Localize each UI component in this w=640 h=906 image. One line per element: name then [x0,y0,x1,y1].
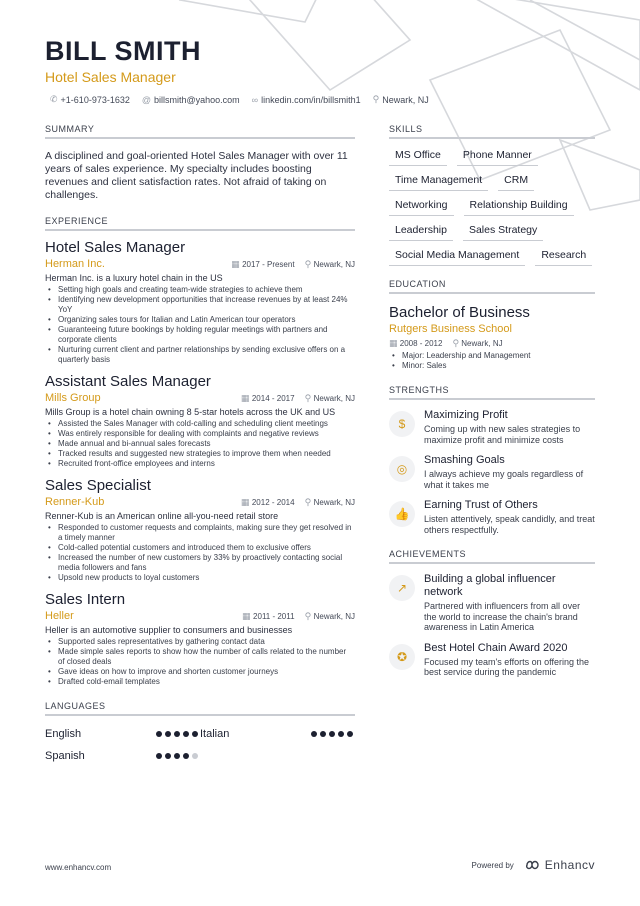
education-dates [389,338,442,349]
school-name: Rutgers Business School [389,323,512,335]
bullet-item: • Cold-called potential customers and introduced them to exclusive offers [45,543,355,553]
education-bullet: • Major: Leadership and Management [389,351,595,361]
job-meta [45,392,355,404]
skills-heading: SKILLS [389,124,595,139]
proficiency-dot [329,731,335,737]
job-dates [231,259,295,270]
linkedin-text: linkedin.com/in/billsmith1 [261,94,361,105]
proficiency-dots [156,753,198,759]
experience-entry [45,591,355,687]
education-bullets [389,351,595,371]
strengths-list [389,409,595,535]
achievements-item [389,573,595,633]
languages-list [45,728,355,762]
proficiency-dot [183,753,189,759]
strengths-description: I always achieve my goals regardless of what it takes me [424,469,584,490]
education-location-text: Newark, NJ [461,339,503,348]
location-pin-icon: ⚲ [304,258,314,269]
job-location [305,259,355,270]
bullet-item: • Responded to customer requests and complaints, making sure they get resolved in a timely manner [45,523,355,543]
education-heading: EDUCATION [389,279,595,294]
skill-tag: Research [535,247,592,266]
location-pin-icon: ⚲ [304,496,314,507]
achievements-description: Partnered with influencers from all over the world to increase the chain's brand awareness in Latin America [424,601,581,632]
bullet-item: • Organizing sales tours for Italian and Latin American tour operators [45,315,355,325]
target-icon: ◎ [389,456,415,482]
job-description: Renner-Kub is an American online all-you-need retail store [45,511,279,521]
calendar-icon: ▦ [240,392,252,403]
location-pin-icon: ⚲ [304,392,314,403]
achievements-item [389,642,595,678]
proficiency-dot [347,731,353,737]
language-item [45,750,200,762]
strengths-title: Earning Trust of Others [424,499,538,511]
bullet-item: • Gave ideas on how to improve and shorten customer journeys [45,667,355,677]
bullet-item: • Was entirely responsible for dealing with complaints and negative reviews [45,429,355,439]
footer-branding [472,858,595,872]
skill-tag: Social Media Management [389,247,525,266]
degree-title: Bachelor of Business [389,304,530,321]
calendar-icon: ▦ [389,338,398,348]
job-bullets [45,637,355,687]
proficiency-dot [192,731,198,737]
achievements-title: Best Hotel Chain Award 2020 [424,641,568,654]
achievements-heading: ACHIEVEMENTS [389,549,595,564]
languages-heading: LANGUAGES [45,701,355,716]
job-dates-text: 2011 - 2011 [253,611,295,621]
proficiency-dot [320,731,326,737]
proficiency-dots [156,731,198,737]
strengths-item [389,409,595,445]
infinity-logo-icon [522,859,542,871]
bullet-item: • Setting high goals and creating team-wide strategies to achieve them [45,285,355,295]
company-name: Herman Inc. [45,258,105,270]
job-location-text: Newark, NJ [313,259,355,269]
summary-heading: SUMMARY [45,124,355,139]
bullet-item: • Nurturing current client and partner relationships by sending exclusive offers on a quarterly basis [45,345,355,365]
proficiency-dots [311,731,353,737]
right-column [389,124,595,678]
job-bullets [45,419,355,469]
job-location [305,393,355,404]
job-date-location [241,497,355,508]
proficiency-dot [192,753,198,759]
skill-tag: CRM [498,172,534,191]
achievements-body [424,573,595,633]
location-pin-icon: ⚲ [304,610,314,621]
bullet-item: • Guaranteeing future bookings by holding regular meetings with partners and corporate clients [45,325,355,345]
job-title: Hotel Sales Manager [45,239,186,256]
job-date-location [231,259,355,270]
at-icon: @ [141,94,151,105]
skill-tag: Phone Manner [457,147,538,166]
location-pin-icon: ⚲ [452,338,460,348]
bullet-item: • Increased the number of new customers by 33% by proactively contacting social media followers and fans [45,553,355,573]
job-location [305,611,355,622]
calendar-icon: ▦ [240,496,252,507]
job-description: Mills Group is a hotel chain owning 8 5-star hotels across the UK and US [45,407,336,417]
language-name: Italian [200,728,230,740]
footer-website[interactable]: www.enhancv.com [45,863,112,872]
proficiency-dot [174,731,180,737]
job-location-text: Newark, NJ [313,611,355,621]
education-bullet: • Minor: Sales [389,361,595,371]
experience-heading: EXPERIENCE [45,216,355,231]
location-pin-icon: ⚲ [372,94,380,104]
strengths-description: Coming up with new sales strategies to maximize profit and minimize costs [424,424,581,445]
phone-contact[interactable] [50,94,130,105]
job-location-text: Newark, NJ [313,497,355,507]
job-dates-text: 2017 - Present [242,259,295,269]
bullet-item: • Made annual and bi-annual sales forecasts [45,439,355,449]
bullet-item: • Recruited front-office employees and interns [45,459,355,469]
job-title: Sales Specialist [45,477,151,494]
dollar-icon: $ [389,411,415,437]
achievements-list [389,573,595,678]
proficiency-dot [165,753,171,759]
contact-bar [50,94,429,105]
job-date-location [242,611,355,622]
bullet-item: • Identifying new development opportunities that increase revenues by at least 24% YoY [45,295,355,315]
email-text: billsmith@yahoo.com [154,94,240,105]
strengths-body [424,499,595,535]
experience-entry [45,373,355,469]
bullet-item: • Supported sales representatives by gathering contact data [45,637,355,647]
skill-tag: Networking [389,197,454,216]
strengths-item [389,454,595,490]
calendar-icon: ▦ [242,610,254,621]
achievements-body [424,642,595,678]
strengths-item [389,499,595,535]
strengths-title: Smashing Goals [424,454,505,466]
job-date-location [241,393,355,404]
brand-name: Enhancv [544,858,595,872]
achievements-title: Building a global influencer network [424,573,556,598]
linkedin-contact[interactable] [252,94,361,105]
proficiency-dot [174,753,180,759]
language-name: Spanish [45,750,85,762]
proficiency-dot [338,731,344,737]
bullet-item: • Made simple sales reports to show how the number of calls related to the number of closed deals [45,647,355,667]
skill-tag: Relationship Building [464,197,574,216]
achievements-description: Focused my team's efforts on offering the best service during the pandemic [424,656,589,677]
experience-list [45,239,355,687]
job-dates-text: 2014 - 2017 [251,393,295,403]
job-dates-text: 2012 - 2014 [251,497,295,507]
calendar-icon: ▦ [231,258,243,269]
thumbs-up-icon: 👍 [389,501,415,527]
language-item [200,728,355,740]
powered-by-label: Powered by [471,860,514,870]
job-location-text: Newark, NJ [313,393,355,403]
proficiency-dot [156,753,162,759]
job-location [305,497,355,508]
job-description: Herman Inc. is a luxury hotel chain in the US [45,273,223,283]
candidate-name: BILL SMITH [45,36,201,66]
job-meta [45,610,355,622]
education-meta [389,338,595,349]
skill-tag: Leadership [389,222,453,241]
candidate-title: Hotel Sales Manager [45,69,176,85]
job-meta [45,496,355,508]
job-title: Sales Intern [45,591,126,608]
job-bullets [45,523,355,583]
experience-entry [45,239,355,365]
bullet-item: • Assisted the Sales Manager with cold-calling and scheduling client meetings [45,419,355,429]
company-name: Mills Group [45,392,101,404]
phone-text: +1-610-973-1632 [60,94,130,105]
medal-icon: ✪ [389,644,415,670]
company-name: Heller [45,610,74,622]
experience-entry [45,477,355,583]
phone-icon: ✆ [50,94,58,104]
strengths-description: Listen attentively, speak candidly, and treat others respectfully. [424,514,595,535]
job-bullets [45,285,355,365]
chart-line-icon: ↗ [389,575,415,601]
language-name: English [45,728,82,740]
email-contact[interactable] [142,94,240,105]
link-icon: ∞ [251,94,259,105]
strengths-heading: STRENGTHS [389,385,595,400]
strengths-body [424,409,595,445]
job-description: Heller is an automotive supplier to consumers and businesses [45,625,293,635]
skills-list [389,147,595,266]
education-dates-text: 2008 - 2012 [399,339,443,348]
bullet-item: • Tracked results and suggested new strategies to improve them when needed [45,449,355,459]
bullet-item: • Drafted cold-email templates [45,677,355,687]
strengths-body [424,454,595,490]
enhancv-logo[interactable] [522,858,595,872]
location-text: Newark, NJ [382,94,429,105]
skill-tag: MS Office [389,147,447,166]
proficiency-dot [156,731,162,737]
skill-tag: Sales Strategy [463,222,543,241]
location-contact [373,94,429,105]
language-item [45,728,200,740]
proficiency-dot [165,731,171,737]
skill-tag: Time Management [389,172,488,191]
job-dates [241,497,295,508]
company-name: Renner-Kub [45,496,105,508]
job-dates [242,611,295,622]
job-meta [45,258,355,270]
left-column [45,124,355,762]
summary-text: A disciplined and goal-oriented Hotel Sales Manager with over 11 years of sales experience. My specialty includes boosting revenues and client satisfaction rates. Not afraid of taking on challenges. [45,150,348,201]
proficiency-dot [311,731,317,737]
job-title: Assistant Sales Manager [45,373,211,390]
bullet-item: • Upsold new products to loyal customers [45,573,355,583]
education-location [452,338,502,349]
strengths-title: Maximizing Profit [424,409,508,421]
job-dates [241,393,295,404]
proficiency-dot [183,731,189,737]
